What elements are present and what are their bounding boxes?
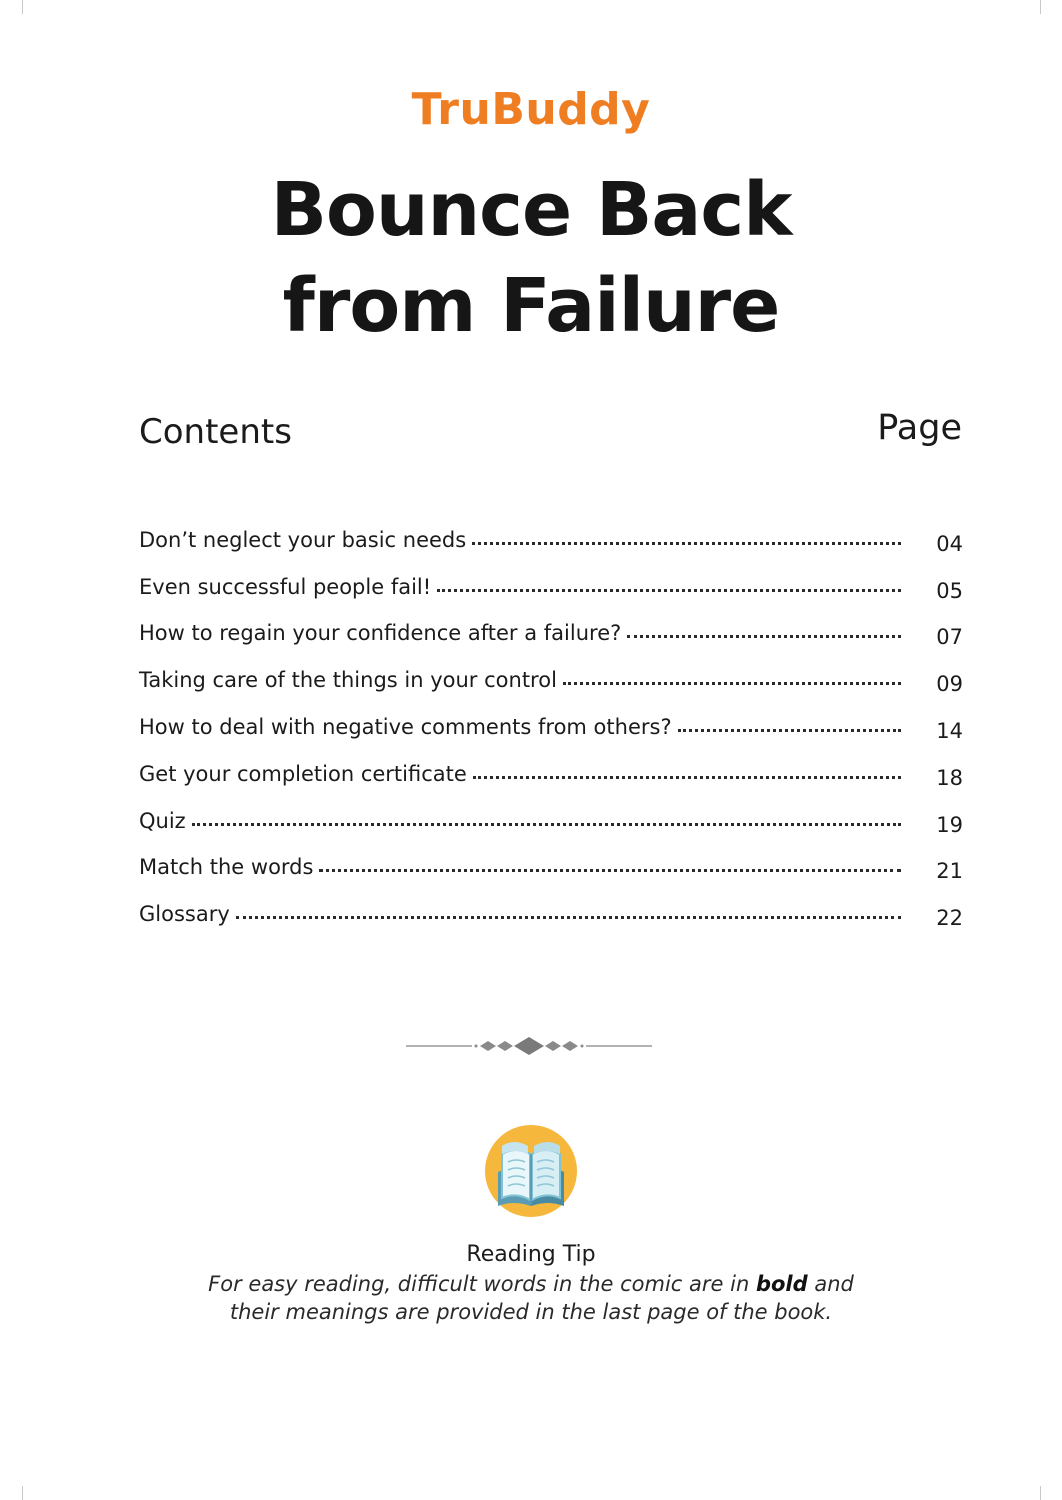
toc-entry-label: Don’t neglect your basic needs xyxy=(139,527,467,552)
crop-mark xyxy=(1040,0,1041,14)
toc-entry-label: Even successful people fail! xyxy=(139,574,432,599)
book-title xyxy=(0,162,1062,354)
toc-entry[interactable] xyxy=(139,786,963,837)
ornamental-divider xyxy=(406,1034,652,1058)
crop-mark xyxy=(22,1486,23,1500)
toc-entry-page: 21 xyxy=(936,859,963,884)
toc-entry[interactable] xyxy=(139,739,963,790)
toc-entry[interactable] xyxy=(139,692,963,743)
book-title-line: from Failure xyxy=(282,263,780,349)
reading-tip-title: Reading Tip xyxy=(466,1242,596,1267)
toc-entry-label: Get your completion certificate xyxy=(139,761,467,786)
page-heading: Page xyxy=(877,408,962,448)
toc-entry-page: 14 xyxy=(936,718,963,743)
toc-entry-label: How to regain your confidence after a failure? xyxy=(139,621,622,646)
toc-entry-label: Match the words xyxy=(139,855,314,880)
reading-tip-text-part: and their meanings are provided in the last page of the book. xyxy=(229,1272,854,1324)
toc-entry-label: Taking care of the things in your control xyxy=(139,668,557,693)
reading-tip-bold-word: bold xyxy=(755,1272,808,1296)
toc-entry-page: 04 xyxy=(936,531,963,556)
toc-entry-page: 18 xyxy=(936,765,963,790)
reading-tip-text xyxy=(181,1270,881,1326)
toc-entry[interactable] xyxy=(139,645,963,697)
toc-entry-page: 07 xyxy=(936,625,963,650)
dot-leader xyxy=(473,766,901,779)
toc-entry-label: How to deal with negative comments from others? xyxy=(139,714,672,739)
toc-entry[interactable] xyxy=(139,833,963,884)
dot-leader xyxy=(192,813,901,826)
reading-tip-text-part: For easy reading, difficult words in the comic are in xyxy=(208,1272,756,1296)
toc-entry[interactable] xyxy=(139,879,963,931)
dot-leader xyxy=(319,859,901,872)
open-book-icon xyxy=(484,1124,578,1218)
toc-entry-page: 22 xyxy=(936,906,963,931)
dot-leader xyxy=(627,625,901,638)
crop-mark xyxy=(1040,1486,1041,1500)
toc-entry[interactable] xyxy=(139,505,963,556)
toc-entry-page: 09 xyxy=(936,672,963,697)
dot-leader xyxy=(472,532,901,545)
toc-entry-page: 19 xyxy=(936,812,963,837)
toc-entry-page: 05 xyxy=(936,578,963,603)
dot-leader xyxy=(678,719,901,732)
toc-entry-label: Quiz xyxy=(139,808,186,833)
toc-entry[interactable] xyxy=(139,599,963,650)
dot-leader xyxy=(236,906,901,919)
brand-logo-text: TruBuddy xyxy=(411,84,651,135)
crop-mark xyxy=(22,0,23,14)
toc-entry[interactable] xyxy=(139,552,963,603)
toc-entry-label: Glossary xyxy=(139,902,230,927)
contents-heading: Contents xyxy=(139,412,292,452)
table-of-contents xyxy=(139,505,963,931)
dot-leader xyxy=(437,579,901,592)
book-title-line: Bounce Back xyxy=(270,167,792,253)
dot-leader xyxy=(563,672,901,685)
